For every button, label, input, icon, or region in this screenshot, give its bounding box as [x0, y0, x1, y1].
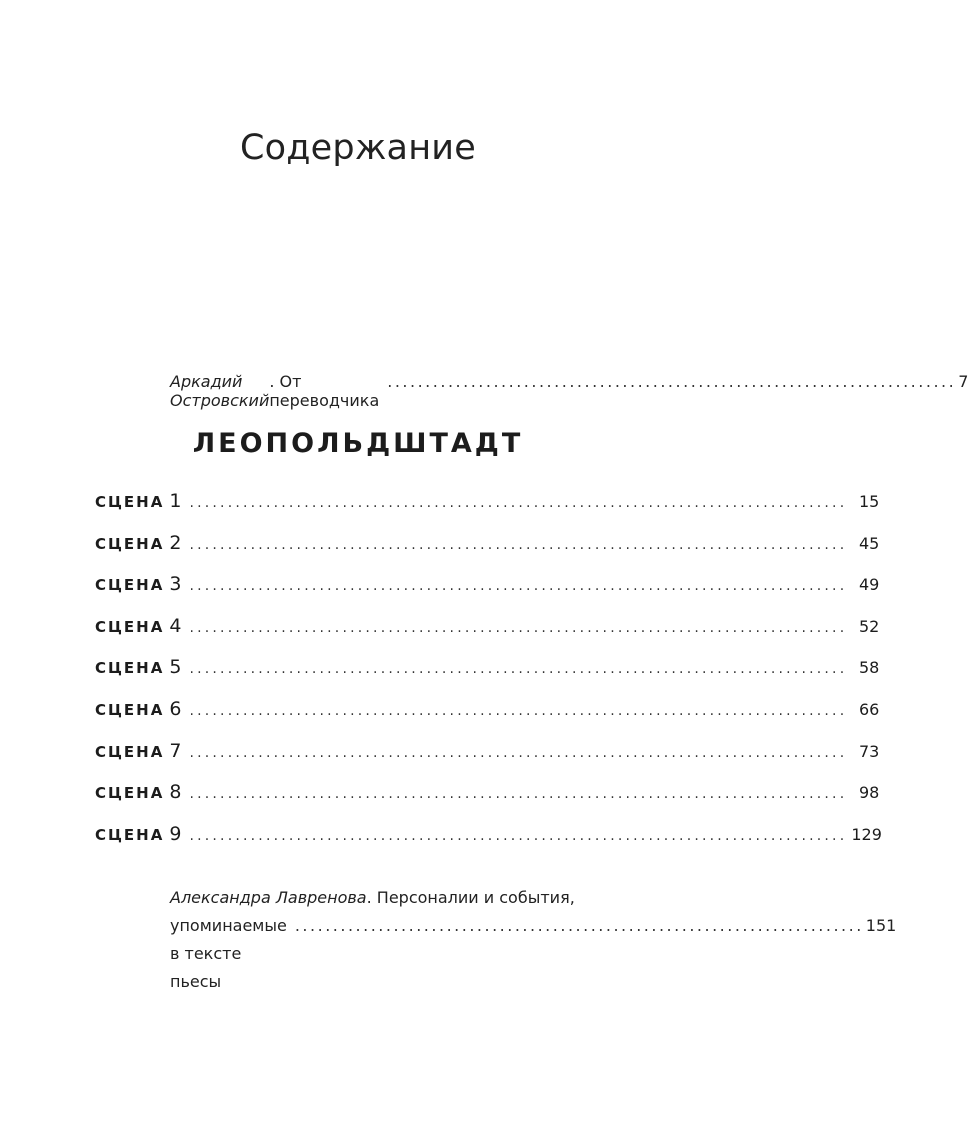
scene-number: 3 — [169, 573, 182, 596]
entry-page-number: 7 — [958, 372, 968, 391]
scene-page-number: 73 — [859, 741, 880, 761]
toc-entry-scene — [95, 571, 880, 613]
scene-page-number: 49 — [859, 575, 880, 595]
scene-page-number: 66 — [859, 699, 880, 719]
dot-leader: ...................................................................................... — [189, 827, 848, 844]
dot-leader: ........................................................................... — [387, 372, 957, 391]
toc-entry-scene — [95, 696, 880, 738]
toc-entry-scene — [95, 738, 880, 780]
scene-page-number: 52 — [859, 616, 880, 636]
scene-page-number: 129 — [851, 824, 882, 844]
scene-label: СЦЕНА 4 — [95, 614, 182, 637]
scene-page-number: 45 — [859, 533, 880, 553]
scene-page-number: 98 — [859, 783, 880, 803]
scene-number: 2 — [169, 531, 182, 554]
scene-label: СЦЕНА 9 — [95, 822, 182, 845]
scene-number: 5 — [169, 656, 182, 679]
scene-number: 4 — [169, 614, 182, 637]
toc-entry-appendix — [170, 884, 897, 996]
entry-title-continued: упоминаемые в тексте пьесы — [170, 916, 287, 991]
play-title: ЛЕОПОЛЬДШТАДТ — [192, 428, 524, 459]
scene-number: 9 — [169, 822, 182, 845]
scene-page-number: 15 — [859, 492, 880, 511]
dot-leader: ...................................................................................... — [189, 578, 848, 595]
appendix-line-1 — [170, 884, 620, 912]
dot-leader: ........................................................................... — [294, 916, 864, 935]
scene-number: 8 — [169, 781, 182, 804]
toc-entry-scene — [95, 779, 880, 821]
toc-entry-scene — [95, 654, 880, 696]
dot-leader: ...................................................................................... — [189, 744, 848, 761]
scene-label: СЦЕНА 8 — [95, 781, 182, 804]
toc-entry-scene — [95, 488, 880, 530]
dot-leader: ...................................................................................... — [189, 536, 848, 553]
toc-entry-scene — [95, 821, 882, 863]
scene-label: СЦЕНА 7 — [95, 739, 182, 762]
page-title: Содержание — [240, 128, 476, 168]
dot-leader: ...................................................................................... — [189, 619, 848, 636]
entry-author: Александра Лавренова — [170, 888, 367, 907]
entry-title: . Персоналии и события, — [366, 888, 575, 907]
toc-entry-scene — [95, 613, 880, 655]
scene-label: СЦЕНА 1 — [95, 490, 182, 512]
scene-label: СЦЕНА 3 — [95, 573, 182, 596]
dot-leader: ...................................................................................... — [189, 495, 848, 511]
entry-page-number: 151 — [865, 916, 897, 935]
toc-entry-scene — [95, 530, 880, 572]
scene-label: СЦЕНА 6 — [95, 697, 182, 720]
dot-leader: ...................................................................................... — [189, 786, 848, 803]
scene-label: СЦЕНА 2 — [95, 531, 182, 554]
scene-label: СЦЕНА 5 — [95, 656, 182, 679]
scene-page-number: 58 — [859, 658, 880, 678]
scene-list — [95, 488, 882, 862]
scene-number: 1 — [169, 490, 182, 512]
entry-title: . От переводчика — [269, 372, 380, 410]
scene-number: 6 — [169, 697, 182, 720]
dot-leader: ...................................................................................... — [189, 702, 848, 719]
scene-number: 7 — [169, 739, 182, 762]
dot-leader: ...................................................................................... — [189, 661, 848, 678]
toc-entry-translator-note — [170, 372, 968, 410]
entry-author: Аркадий Островский — [170, 372, 270, 410]
appendix-line-2 — [170, 912, 897, 996]
